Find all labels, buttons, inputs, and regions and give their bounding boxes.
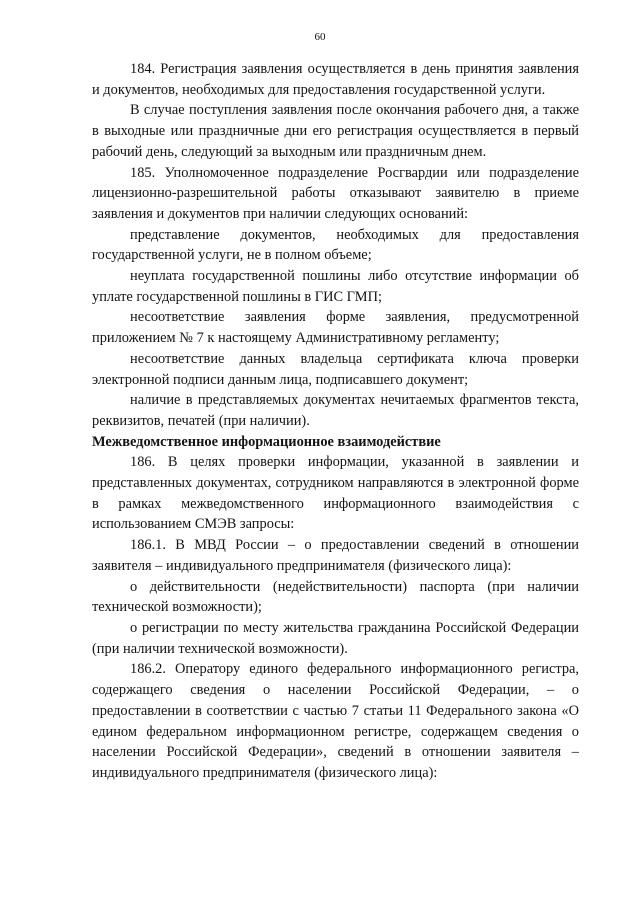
- paragraph-185: 185. Уполномоченное подразделение Росгвардии или подразделение лицензионно-разрешительной работы отказывают заявителю в приеме заявления и документов при наличии следующих оснований:: [92, 164, 579, 222]
- request-residence-registration: о регистрации по месту жительства гражданина Российской Федерации (при наличии технической возможности).: [92, 619, 579, 657]
- paragraph-186-2: 186.2. Оператору единого федерального информационного регистра, содержащего сведения о населении Российской Федерации, – о предоставлении в соответствии с частью 7 статьи 11 Федерального закона «О едином федеральном информационном регистре, содержащем сведения о населении Российской Федерации», сведений в отношении заявителя – индивидуального предпринимателя (физического лица):: [92, 661, 579, 781]
- paragraph-186-1: 186.1. В МВД России – о предоставлении сведений в отношении заявителя – индивидуального предпринимателя (физического лица):: [92, 537, 579, 574]
- paragraph-184-late-registration: В случае поступления заявления после окончания рабочего дня, а также в выходные или праздничные дни его регистрация осуществляется в первый рабочий день, следующий за выходным или праздничным днем.: [92, 102, 579, 160]
- request-passport-validity: о действительности (недействительности) паспорта (при наличии технической возможности);: [92, 578, 579, 616]
- paragraph-186: 186. В целях проверки информации, указанной в заявлении и представленных документах, сотрудником направляются в электронной форме в рамках межведомственного информационного взаимодействия с использованием СМЭВ запросы:: [92, 454, 579, 533]
- refusal-ground-form-mismatch: несоответствие заявления форме заявления, предусмотренной приложением № 7 к настоящему Административному регламенту;: [92, 309, 579, 347]
- document-body: [92, 59, 579, 784]
- refusal-ground-unreadable-fragments: наличие в представляемых документах нечитаемых фрагментов текста, реквизитов, печатей (при наличии).: [92, 392, 579, 429]
- refusal-ground-signature-mismatch: несоответствие данных владельца сертификата ключа проверки электронной подписи данным лица, подписавшего документ;: [92, 350, 579, 388]
- refusal-ground-incomplete-documents: представление документов, необходимых для предоставления государственной услуги, не в полном объеме;: [92, 226, 579, 264]
- refusal-ground-unpaid-fee: неуплата государственной пошлины либо отсутствие информации об уплате государственной пошлины в ГИС ГМП;: [92, 268, 579, 305]
- page-number: 60: [314, 31, 326, 43]
- paragraph-184: 184. Регистрация заявления осуществляется в день принятия заявления и документов, необходимых для предоставления государственной услуги.: [92, 61, 579, 98]
- section-heading: Межведомственное информационное взаимодействие: [92, 433, 441, 450]
